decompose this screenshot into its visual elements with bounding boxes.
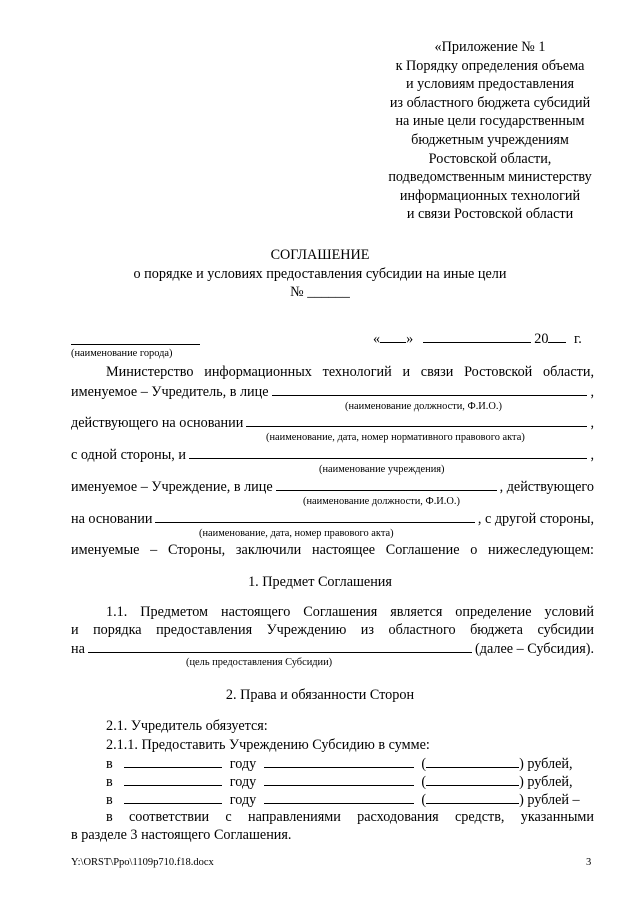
quote-open: « <box>373 331 381 347</box>
year-row <box>106 754 573 773</box>
appendix-block <box>355 38 625 224</box>
page-number: 3 <box>586 857 592 868</box>
basis-prefix: действующего на основании <box>71 415 244 431</box>
line-other <box>71 509 594 528</box>
year-row-year: году <box>229 756 257 772</box>
purpose-blank <box>88 639 472 653</box>
city-blank <box>71 331 200 345</box>
para-accordance-line1: в соответствии с направлениями расходования средств, указанными <box>106 809 594 825</box>
appendix-line: «Приложение № 1 <box>434 39 546 55</box>
clause-2-1: 2.1. Учредитель обязуется: <box>106 718 268 734</box>
appendix-line: и условиям предоставления <box>405 76 575 93</box>
quote-close: » <box>406 331 414 347</box>
section-2-title: 2. Права и обязанности Сторон <box>225 687 415 703</box>
amount-blank <box>264 772 414 786</box>
day-blank <box>380 329 406 343</box>
other-suffix: , с другой стороны, <box>477 511 594 527</box>
year-suffix: г. <box>574 331 582 347</box>
year-row-in: в <box>106 756 113 772</box>
founder-prefix: именуемое – Учредитель, в лице <box>71 384 269 400</box>
amount-blank <box>264 754 414 768</box>
year-row-in: в <box>106 774 113 790</box>
appendix-line: и связи Ростовской области <box>406 206 574 223</box>
amount-words-blank <box>426 790 519 804</box>
para-accordance-line2: в разделе 3 настоящего Соглашения. <box>71 827 292 843</box>
year-row-in: в <box>106 792 113 808</box>
purpose-suffix: (далее – Субсидия). <box>475 641 594 657</box>
year-blank <box>124 772 222 786</box>
year-blank <box>548 329 566 343</box>
year-prefix: 20 <box>534 331 549 347</box>
caption-purpose: (цель предоставления Субсидии) <box>186 657 333 668</box>
other-blank <box>155 509 474 523</box>
appendix-line: информационных технологий <box>399 187 581 204</box>
institution-blank <box>276 477 497 491</box>
institution-suffix: , действующего <box>499 479 594 495</box>
document-subtitle: о порядке и условиях предоставления субсидии на иные цели <box>133 266 507 282</box>
line-parties: именуемые – Стороны, заключили настоящее Соглашение о нижеследующем: <box>71 542 594 558</box>
year-row-open: ( <box>421 756 427 772</box>
line-purpose <box>71 639 594 658</box>
appendix-line: на иные цели государственным <box>395 113 585 130</box>
month-blank <box>423 329 531 343</box>
appendix-line: подведомственным министерству <box>388 169 592 186</box>
party-suffix: , <box>590 447 594 463</box>
document-title: СОГЛАШЕНИЕ <box>270 247 370 263</box>
para-1-1-line2: и порядка предоставления Учреждению из областного бюджета субсидии <box>71 622 594 638</box>
para-ministry: Министерство информационных технологий и связи Ростовской области, <box>106 364 594 380</box>
year-row-year: году <box>229 792 257 808</box>
amount-words-blank <box>426 772 519 786</box>
year-row-year: году <box>229 774 257 790</box>
date-line <box>373 329 582 348</box>
appendix-line: Ростовской области, <box>428 150 552 167</box>
year-row <box>106 772 573 791</box>
year-blank <box>124 754 222 768</box>
line-institution <box>71 477 594 496</box>
line-basis <box>71 413 594 432</box>
year-row-open: ( <box>421 774 427 790</box>
section-1-title: 1. Предмет Соглашения <box>248 574 392 590</box>
agreement-number: № ______ <box>290 284 350 300</box>
year-row-open: ( <box>421 792 427 808</box>
caption-act: (наименование, дата, номер правового акта) <box>199 528 394 539</box>
amount-blank <box>264 790 414 804</box>
year-blank <box>124 790 222 804</box>
caption-position: (наименование должности, Ф.И.О.) <box>345 401 502 412</box>
appendix-line: бюджетным учреждениям <box>411 131 569 148</box>
appendix-line: к Порядку определения объема <box>395 57 585 74</box>
founder-suffix: , <box>590 384 594 400</box>
other-prefix: на основании <box>71 511 153 527</box>
party-prefix: с одной стороны, и <box>71 447 186 463</box>
year-row-close: ) рублей, <box>519 756 573 772</box>
footer-path: Y:\ORST\Ppo\1109p710.f18.docx <box>71 857 214 868</box>
caption-position-2: (наименование должности, Ф.И.О.) <box>303 496 460 507</box>
amount-words-blank <box>426 754 519 768</box>
party-blank <box>189 445 587 459</box>
institution-prefix: именуемое – Учреждение, в лице <box>71 479 273 495</box>
caption-city: (наименование города) <box>71 348 173 359</box>
year-row-close: ) рублей – <box>519 792 580 808</box>
basis-suffix: , <box>590 415 594 431</box>
year-row <box>106 790 580 809</box>
caption-normative: (наименование, дата, номер нормативного правового акта) <box>266 432 525 443</box>
para-1-1-line1: 1.1. Предметом настоящего Соглашения является определение условий <box>106 604 594 620</box>
year-row-close: ) рублей, <box>519 774 573 790</box>
clause-2-1-1: 2.1.1. Предоставить Учреждению Субсидию в сумме: <box>106 737 430 753</box>
appendix-line: из областного бюджета субсидий <box>389 94 591 111</box>
line-founder <box>71 382 594 401</box>
purpose-prefix: на <box>71 641 85 657</box>
line-party <box>71 445 594 464</box>
founder-blank <box>272 382 588 396</box>
basis-blank <box>246 413 587 427</box>
caption-institution: (наименование учреждения) <box>319 464 445 475</box>
